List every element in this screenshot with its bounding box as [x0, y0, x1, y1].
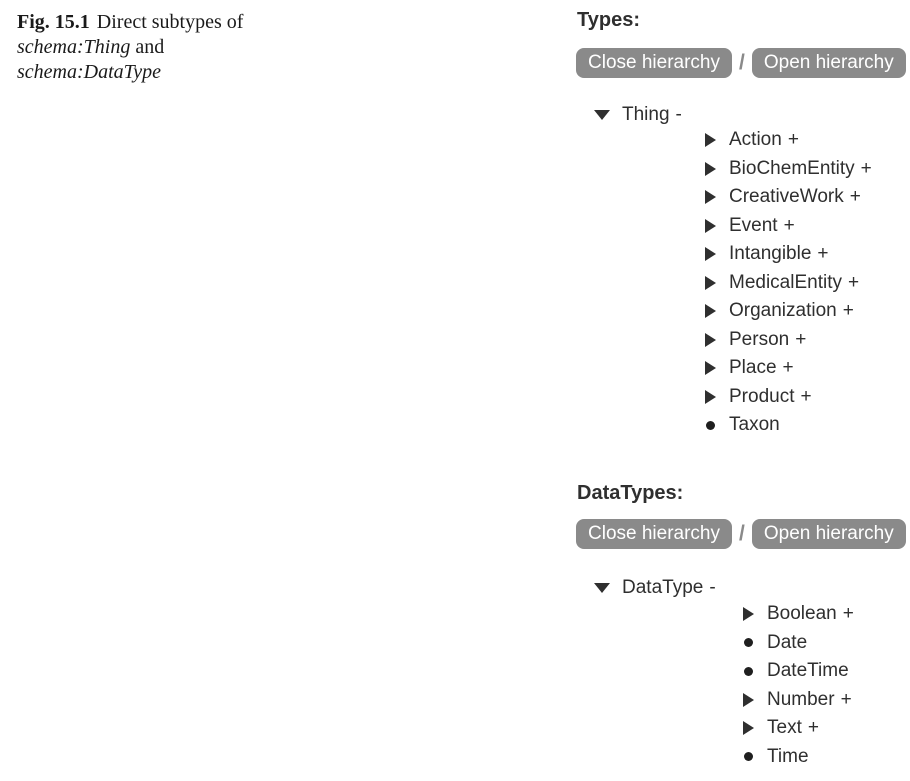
- tree-item-marker: +: [860, 157, 872, 179]
- tree-item-label: BioChemEntity: [729, 157, 855, 179]
- expand-icon[interactable]: [705, 276, 717, 290]
- expand-icon[interactable]: [705, 390, 717, 404]
- expand-icon[interactable]: [705, 162, 717, 176]
- tree-item-label: Date: [767, 631, 808, 653]
- tree-item-organization[interactable]: [705, 300, 854, 322]
- button-separator-datatypes: /: [739, 522, 745, 545]
- tree-item-label: Product: [729, 385, 795, 407]
- tree-item-product[interactable]: [705, 386, 812, 408]
- types-heading: Types:: [577, 9, 640, 31]
- tree-item-label: Taxon: [729, 414, 780, 435]
- caption-italic-datatype: schema:DataType: [17, 61, 162, 83]
- button-separator-types: /: [739, 51, 745, 74]
- open-hierarchy-button-types[interactable]: Open hierarchy: [752, 48, 906, 78]
- expand-icon[interactable]: [705, 333, 717, 347]
- tree-item-marker: +: [842, 300, 854, 321]
- tree-item-marker: +: [800, 385, 812, 407]
- tree-item-biochementity[interactable]: [705, 158, 872, 180]
- tree-item-label: Intangible: [729, 243, 812, 264]
- tree-item-marker: +: [849, 186, 861, 207]
- tree-item-marker: -: [709, 577, 716, 598]
- tree-item-marker: +: [807, 717, 819, 738]
- expand-icon[interactable]: [705, 247, 717, 261]
- tree-item-datatype[interactable]: [594, 577, 716, 599]
- bullet-icon: [705, 421, 717, 430]
- collapse-icon[interactable]: [594, 110, 612, 120]
- tree-item-label: Thing: [622, 104, 670, 125]
- datatypes-heading: DataTypes:: [577, 482, 684, 504]
- tree-item-date[interactable]: [743, 632, 813, 654]
- open-hierarchy-button-datatypes[interactable]: Open hierarchy: [752, 519, 906, 549]
- tree-item-thing[interactable]: [594, 104, 682, 126]
- collapse-icon[interactable]: [594, 583, 612, 593]
- datatypes-button-row: [576, 519, 906, 549]
- types-button-row: [576, 48, 906, 78]
- figure-caption: [17, 10, 279, 85]
- tree-item-label: Text: [767, 717, 802, 738]
- bullet-icon: [743, 638, 755, 647]
- tree-item-text[interactable]: [743, 717, 819, 739]
- caption-text-and: and: [130, 36, 165, 58]
- tree-item-intangible[interactable]: [705, 243, 829, 265]
- tree-item-label: Time: [767, 745, 809, 767]
- tree-item-label: DateTime: [767, 660, 849, 681]
- tree-item-time[interactable]: [743, 746, 815, 768]
- expand-icon[interactable]: [705, 133, 717, 147]
- tree-item-marker: +: [782, 357, 794, 378]
- tree-item-medicalentity[interactable]: [705, 272, 859, 294]
- tree-item-label: Number: [767, 688, 835, 710]
- tree-item-action[interactable]: [705, 129, 799, 151]
- tree-item-label: Place: [729, 357, 777, 378]
- expand-icon[interactable]: [705, 190, 717, 204]
- caption-text: Direct subtypes of: [96, 11, 244, 33]
- tree-item-label: Boolean: [767, 603, 837, 624]
- tree-item-marker: +: [842, 603, 854, 624]
- expand-icon[interactable]: [743, 693, 755, 707]
- close-hierarchy-button-datatypes[interactable]: Close hierarchy: [576, 519, 732, 549]
- tree-item-marker: +: [783, 214, 795, 236]
- tree-item-marker: +: [817, 243, 829, 264]
- expand-icon[interactable]: [743, 721, 755, 735]
- tree-item-marker: -: [675, 104, 682, 125]
- tree-item-creativework[interactable]: [705, 186, 861, 208]
- close-hierarchy-button-types[interactable]: Close hierarchy: [576, 48, 732, 78]
- bullet-icon: [743, 667, 755, 676]
- tree-item-label: DataType: [622, 577, 704, 598]
- tree-item-event[interactable]: [705, 215, 795, 237]
- tree-item-taxon[interactable]: [705, 414, 786, 436]
- tree-item-label: Organization: [729, 300, 837, 321]
- tree-item-label: Action: [729, 129, 782, 150]
- tree-item-label: Event: [729, 214, 778, 236]
- tree-item-label: Person: [729, 328, 790, 350]
- tree-item-marker: +: [795, 328, 807, 350]
- tree-item-place[interactable]: [705, 357, 794, 379]
- tree-item-label: MedicalEntity: [729, 271, 842, 293]
- tree-item-marker: +: [840, 688, 852, 710]
- tree-item-marker: +: [848, 271, 860, 293]
- tree-item-label: CreativeWork: [729, 186, 844, 207]
- tree-item-person[interactable]: [705, 329, 806, 351]
- caption-italic-thing: schema:Thing: [17, 36, 131, 58]
- expand-icon[interactable]: [705, 304, 717, 318]
- bullet-icon: [743, 752, 755, 761]
- expand-icon[interactable]: [705, 361, 717, 375]
- tree-item-datetime[interactable]: [743, 660, 855, 682]
- tree-item-marker: +: [787, 129, 799, 150]
- figure-label: Fig. 15.1: [17, 11, 90, 33]
- tree-item-number[interactable]: [743, 689, 852, 711]
- expand-icon[interactable]: [743, 607, 755, 621]
- tree-item-boolean[interactable]: [743, 603, 854, 625]
- expand-icon[interactable]: [705, 219, 717, 233]
